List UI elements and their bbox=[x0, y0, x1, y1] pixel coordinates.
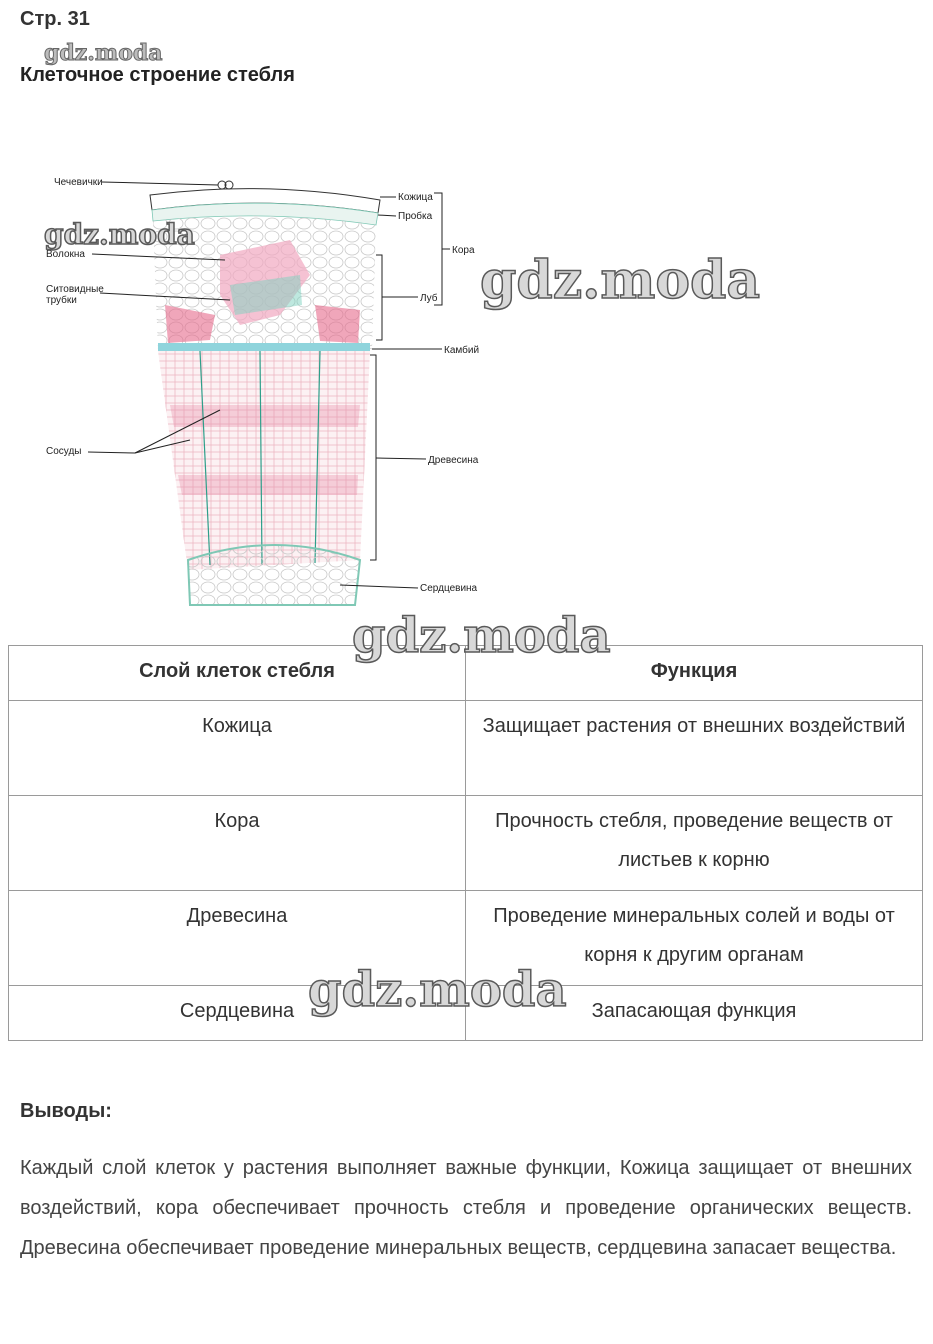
label-vessels: Сосуды bbox=[46, 446, 82, 457]
label-cortex: Кора bbox=[452, 245, 475, 256]
label-cambium: Камбий bbox=[444, 345, 480, 356]
cell-layer: Древесина bbox=[9, 891, 466, 986]
cell-function: Защищает растения от внешних воздействий bbox=[466, 701, 923, 796]
table-row bbox=[9, 796, 923, 891]
label-cork: Пробка bbox=[398, 211, 433, 222]
label-sieve-tubes-1: Ситовидные bbox=[46, 284, 104, 295]
label-wood: Древесина bbox=[428, 455, 479, 466]
label-epidermis: Кожица bbox=[398, 192, 433, 203]
watermark: gdz.moda bbox=[44, 40, 163, 66]
watermark: gdz.moda bbox=[44, 218, 195, 251]
column-header-function: Функция bbox=[466, 646, 923, 701]
conclusion-text: Каждый слой клеток у растения выполняет важные функции, Кожица защищает от внешних воздействий, кора обеспечивает прочность стебля и проведение органических веществ. Древесина обеспечивает проведение минеральных веществ, сердцевина запасает вещества. bbox=[20, 1157, 912, 1259]
cell-layer: Кора bbox=[9, 796, 466, 891]
label-bast: Луб bbox=[420, 293, 438, 304]
watermark: gdz.moda bbox=[352, 608, 611, 664]
cell-layer: Сердцевина bbox=[9, 986, 466, 1041]
watermark: gdz.moda bbox=[480, 250, 761, 311]
label-fibers: Волокна bbox=[46, 249, 85, 260]
watermark: gdz.moda bbox=[308, 962, 567, 1018]
conclusion-title: Выводы: bbox=[20, 1100, 112, 1122]
cell-function: Проведение минеральных солей и воды от корня к другим органам bbox=[466, 891, 923, 986]
cell-layer: Кожица bbox=[9, 701, 466, 796]
page-number: Стр. 31 bbox=[20, 8, 90, 30]
label-sieve-tubes-2: трубки bbox=[46, 295, 77, 306]
table-row bbox=[9, 701, 923, 796]
label-lenticels: Чечевички bbox=[54, 177, 103, 188]
topic-title: Клеточное строение стебля bbox=[20, 64, 295, 86]
cell-function: Запасающая функция bbox=[466, 986, 923, 1041]
label-pith: Сердцевина bbox=[420, 583, 478, 594]
column-header-layer: Слой клеток стебля bbox=[9, 646, 466, 701]
cell-function: Прочность стебля, проведение веществ от листьев к корню bbox=[466, 796, 923, 891]
